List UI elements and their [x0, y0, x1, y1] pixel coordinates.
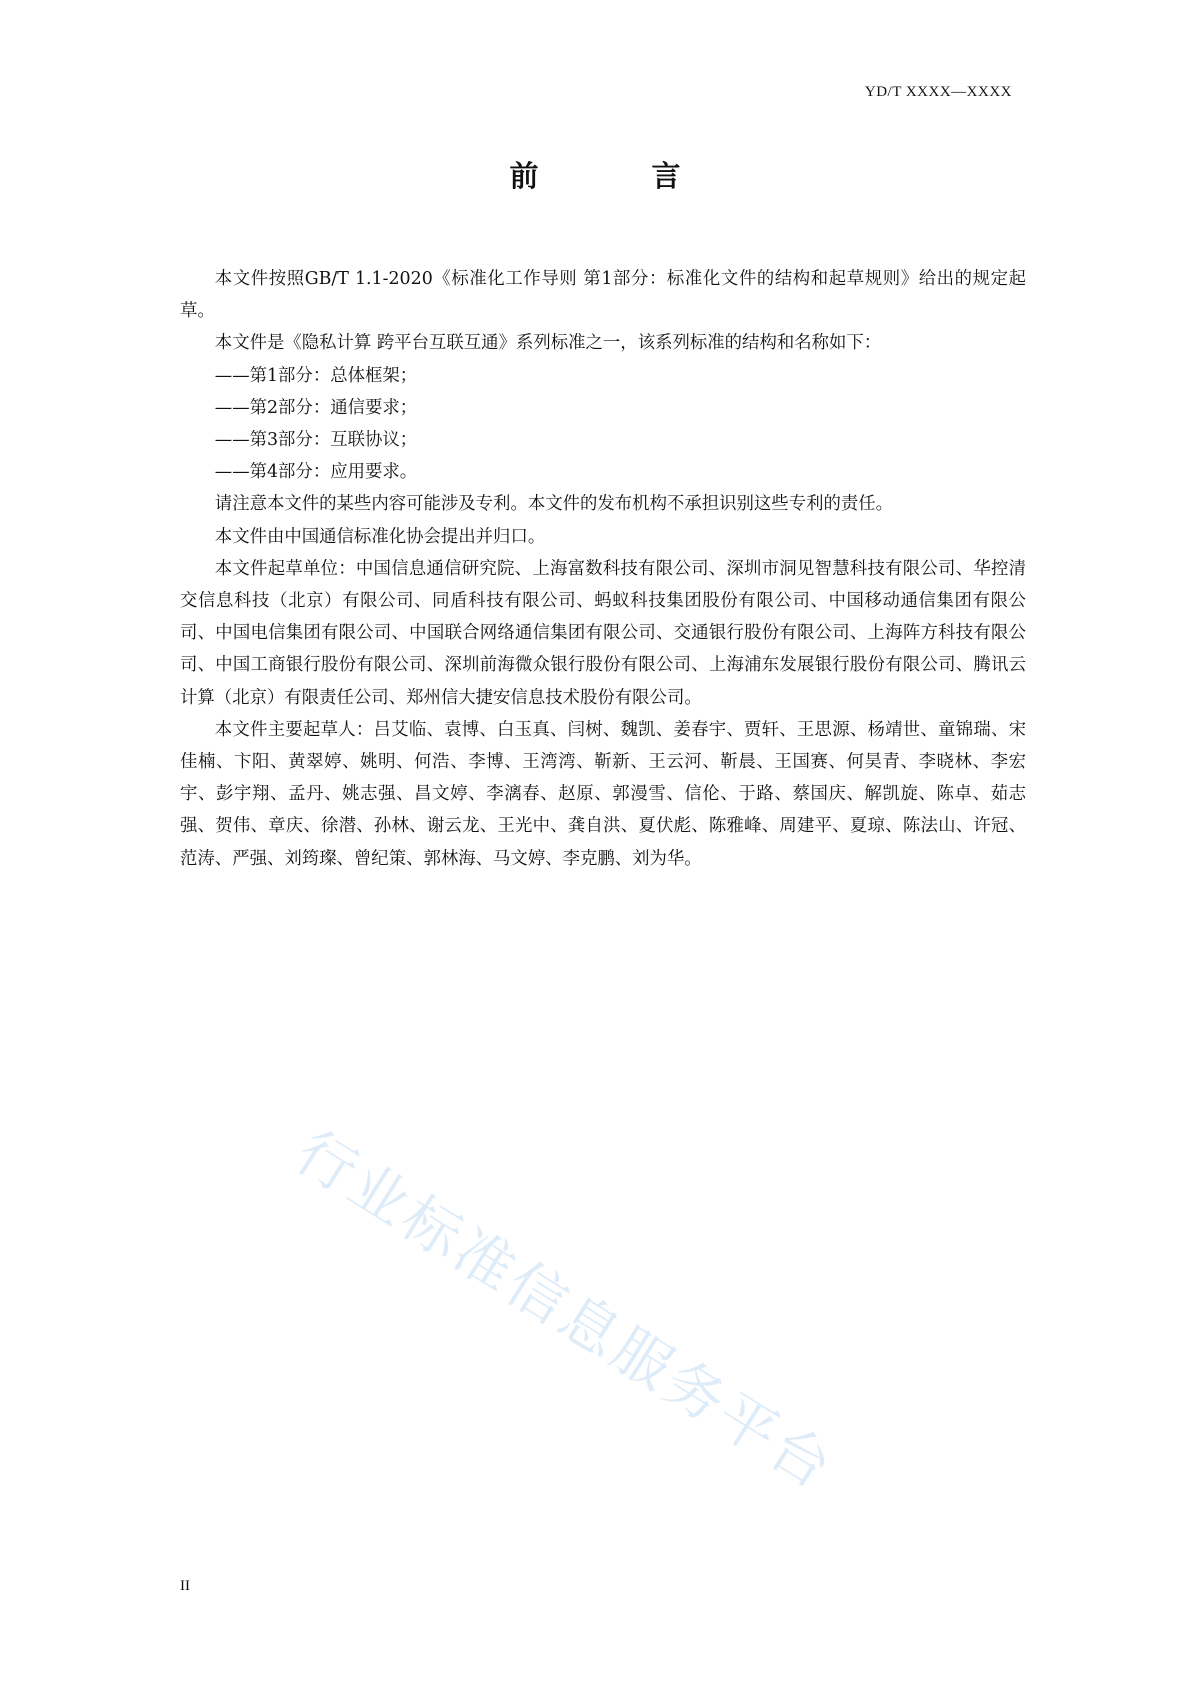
paragraph-drafting-rules: 本文件按照GB/T 1.1-2020《标准化工作导则 第1部分：标准化文件的结构和起草规则》给出的规定起草。: [180, 269, 1026, 322]
paragraph-patent-notice: 请注意本文件的某些内容可能涉及专利。本文件的发布机构不承担识别这些专利的责任。: [214, 494, 894, 515]
list-item-part-2: ——第2部分：通信要求；: [214, 397, 418, 418]
foreword-body: [180, 263, 1026, 875]
watermark: 行业标准信息服务平台: [284, 1117, 847, 1504]
list-item-part-1: ——第1部分：总体框架；: [214, 365, 418, 386]
page-number: II: [180, 1578, 190, 1594]
list-item-part-4: ——第4部分：应用要求。: [214, 462, 418, 483]
paragraph-proposer: 本文件由中国通信标准化协会提出并归口。: [214, 526, 546, 547]
paragraph-drafting-units: 本文件起草单位：中国信息通信研究院、上海富数科技有限公司、深圳市洞见智慧科技有限公司、华控清交信息科技（北京）有限公司、同盾科技有限公司、蚂蚁科技集团股份有限公司、中国移动通信集团有限公司、中国电信集团有限公司、中国联合网络通信集团有限公司、交通银行股份有限公司、上海阵方科技有限公司、中国工商银行股份有限公司、深圳前海微众银行股份有限公司、上海浦东发展银行股份有限公司、腾讯云计算（北京）有限责任公司、郑州信大捷安信息技术股份有限公司。: [180, 558, 1026, 708]
paragraph-series-intro: 本文件是《隐私计算 跨平台互联互通》系列标准之一，该系列标准的结构和名称如下：: [214, 333, 882, 354]
list-item-part-3: ——第3部分：互联协议；: [214, 430, 418, 451]
page-title: 前 言: [509, 159, 723, 193]
paragraph-drafters: 本文件主要起草人：吕艾临、袁博、白玉真、闫树、魏凯、姜春宇、贾轩、王思源、杨靖世、童锦瑞、宋佳楠、卞阳、黄翠婷、姚明、何浩、李博、王湾湾、靳新、王云河、靳晨、王国赛、何昊青、李晓林、李宏宇、彭宇翔、孟丹、姚志强、昌文婷、李漓春、赵原、郭漫雪、信伦、于路、蔡国庆、解凯旋、陈卓、茹志强、贺伟、章庆、徐潜、孙林、谢云龙、王光中、龚自洪、夏伏彪、陈雅峰、周建平、夏琼、陈法山、许冠、范涛、严强、刘筠璨、曾纪策、郭林海、马文婷、李克鹏、刘为华。: [180, 719, 1026, 869]
standard-code: YD/T XXXX—XXXX: [864, 84, 1012, 100]
